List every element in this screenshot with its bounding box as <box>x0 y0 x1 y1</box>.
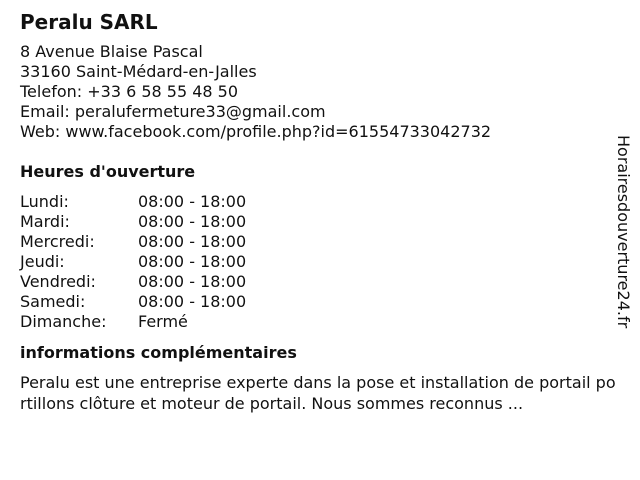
hours-row-saturday <box>20 292 246 312</box>
hours-row-friday <box>20 272 246 292</box>
web-line: Web: www.facebook.com/profile.php?id=61554733042732 <box>20 122 492 141</box>
phone-line: Telefon: +33 6 58 55 48 50 <box>20 82 239 101</box>
business-name: Peralu SARL <box>20 10 158 34</box>
hours-row-thursday <box>20 252 246 272</box>
hours-time: 08:00 - 18:00 <box>138 232 247 251</box>
opening-hours-heading: Heures d'ouverture <box>20 162 196 181</box>
opening-hours-table <box>20 192 246 332</box>
hours-time: 08:00 - 18:00 <box>138 272 247 291</box>
hours-row-sunday <box>20 312 246 332</box>
business-card <box>20 8 616 414</box>
address-line-1: 8 Avenue Blaise Pascal <box>20 42 203 61</box>
hours-day: Vendredi: <box>20 272 96 291</box>
hours-row-monday <box>20 192 246 212</box>
hours-day: Lundi: <box>20 192 69 211</box>
hours-day: Mercredi: <box>20 232 95 251</box>
additional-info-text: Peralu est une entreprise experte dans la pose et installation de portail portillons clôture et moteur de portail. Nous sommes reconnus ... <box>20 373 616 413</box>
hours-day: Jeudi: <box>20 252 65 271</box>
hours-time: 08:00 - 18:00 <box>138 192 247 211</box>
additional-info-heading: informations complémentaires <box>20 343 297 362</box>
hours-day: Mardi: <box>20 212 70 231</box>
site-watermark: Horairesdouverture24.fr <box>614 135 633 329</box>
hours-row-tuesday <box>20 212 246 232</box>
hours-time: 08:00 - 18:00 <box>138 212 247 231</box>
hours-row-wednesday <box>20 232 246 252</box>
hours-time: Fermé <box>138 312 188 331</box>
hours-day: Samedi: <box>20 292 86 311</box>
hours-time: 08:00 - 18:00 <box>138 252 247 271</box>
address-line-2: 33160 Saint-Médard-en-Jalles <box>20 62 257 81</box>
hours-day: Dimanche: <box>20 312 107 331</box>
hours-time: 08:00 - 18:00 <box>138 292 247 311</box>
email-line: Email: peralufermeture33@gmail.com <box>20 102 326 121</box>
